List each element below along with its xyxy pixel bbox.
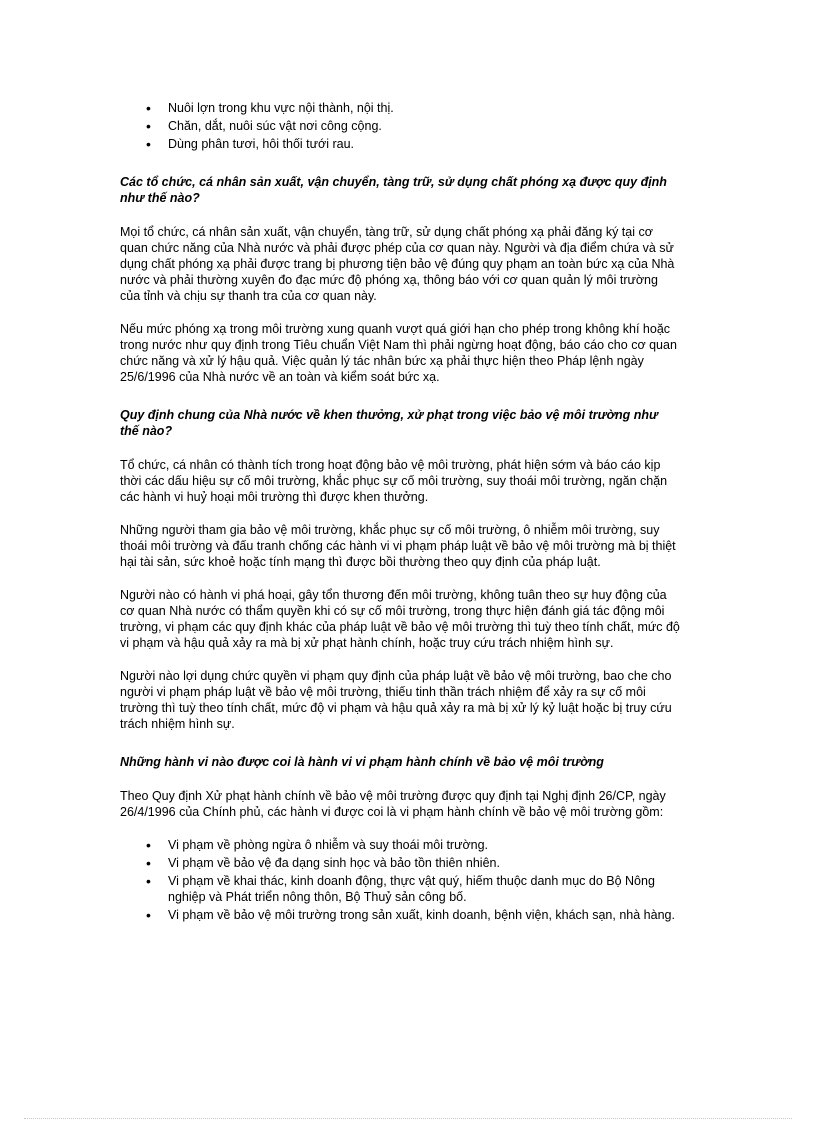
paragraph: Nếu mức phóng xạ trong môi trường xung quanh vượt quá giới hạn cho phép trong không khí hoặc trong nước như quy định trong Tiêu chuẩn Việt Nam thì phải ngừng hoạt động, báo cáo cho cơ quan chức năng và xử lý hậu quả. Việc quản lý tác nhân bức xạ phải thực hiện theo Pháp lệnh ngày 25/6/1996 của Nhà nước về an toàn và kiểm soát bức xạ. [120,322,677,384]
document-page [120,100,680,925]
section-heading-violations: Những hành vi nào được coi là hành vi vi phạm hành chính về bảo vệ môi trường [120,755,604,769]
section-heading-radioactive: Các tổ chức, cá nhân sản xuất, vận chuyển, tàng trữ, sử dụng chất phóng xạ được quy định như thế nào? [120,175,667,205]
paragraph: Người nào có hành vi phá hoại, gây tổn thương đến môi trường, không tuân theo sự huy động của cơ quan Nhà nước có thẩm quyền khi có sự cố môi trường, trong thực hiện đánh giá tác động môi trường, vi phạm các quy định khác của pháp luật về bảo vệ môi trường thì tuỳ theo tính chất, mức độ vi phạm và hậu quả xảy ra mà bị xử phạt hành chính, hoặc truy cứu trách nhiệm hình sự. [120,588,680,650]
list-item: • Dùng phân tươi, hôi thối tưới rau. [146,136,680,152]
page-bottom-divider [24,1118,792,1119]
paragraph: Theo Quy định Xử phạt hành chính về bảo vệ môi trường được quy định tại Nghị định 26/CP, ngày 26/4/1996 của Chính phủ, các hành vi được coi là vi phạm hành chính về bảo vệ môi trường gồm: [120,789,666,819]
paragraph: Những người tham gia bảo vệ môi trường, khắc phục sự cố môi trường, ô nhiễm môi trường, suy thoái môi trường và đấu tranh chống các hành vi vi phạm pháp luật về bảo vệ môi trường mà bị thiệt hại tài sản, sức khoẻ hoặc tính mạng thì được bồi thường theo quy định của pháp luật. [120,523,676,569]
list-item: • Chăn, dắt, nuôi súc vật nơi công cộng. [146,118,680,134]
list-item: • Vi phạm về bảo vệ đa dạng sinh học và bảo tồn thiên nhiên. [146,855,680,871]
list-item: • Nuôi lợn trong khu vực nội thành, nội thị. [146,100,680,116]
section-heading-rewards-penalties: Quy định chung của Nhà nước về khen thưởng, xử phạt trong việc bảo vệ môi trường như thế nào? [120,408,658,438]
list-item: • Vi phạm về bảo vệ môi trường trong sản xuất, kinh doanh, bệnh viện, khách sạn, nhà hàng. [146,907,680,923]
paragraph: Tổ chức, cá nhân có thành tích trong hoạt động bảo vệ môi trường, phát hiện sớm và báo cáo kịp thời các dấu hiệu sự cố môi trường, khắc phục sự cố môi trường, suy thoái môi trường, ngăn chặn các hành vi huỷ hoại môi trường thì được khen thưởng. [120,458,668,504]
violations-bullet-list [120,837,680,923]
top-bullet-list [120,100,680,152]
list-item: • Vi phạm về phòng ngừa ô nhiễm và suy thoái môi trường. [146,837,680,853]
list-item: • Vi phạm về khai thác, kinh doanh động, thực vật quý, hiếm thuộc danh mục do Bộ Nông nghiệp và Phát triển nông thôn, Bộ Thuỷ sản công bố. [146,873,680,905]
paragraph: Người nào lợi dụng chức quyền vi phạm quy định của pháp luật về bảo vệ môi trường, bao che cho người vi phạm pháp luật về bảo vệ môi trường, thiếu tinh thần trách nhiệm để xảy ra sự cố môi trường thì tuỳ theo tính chất, mức độ vi phạm và hậu quả xảy ra mà bị xử lý kỷ luật hoặc bị truy cứu trách nhiệm hình sự. [120,669,672,731]
paragraph: Mọi tổ chức, cá nhân sản xuất, vận chuyển, tàng trữ, sử dụng chất phóng xạ phải đăng ký tại cơ quan chức năng của Nhà nước và phải được phép của cơ quan này. Người và địa điểm chứa và sử dụng chất phóng xạ phải được trang bị phương tiện bảo vệ đúng quy phạm an toàn bức xạ của Nhà nước và phải thường xuyên đo đạc mức độ phóng xạ, thông báo với cơ quan quản lý môi trường của tỉnh và chịu sự thanh tra của cơ quan này. [120,225,675,303]
